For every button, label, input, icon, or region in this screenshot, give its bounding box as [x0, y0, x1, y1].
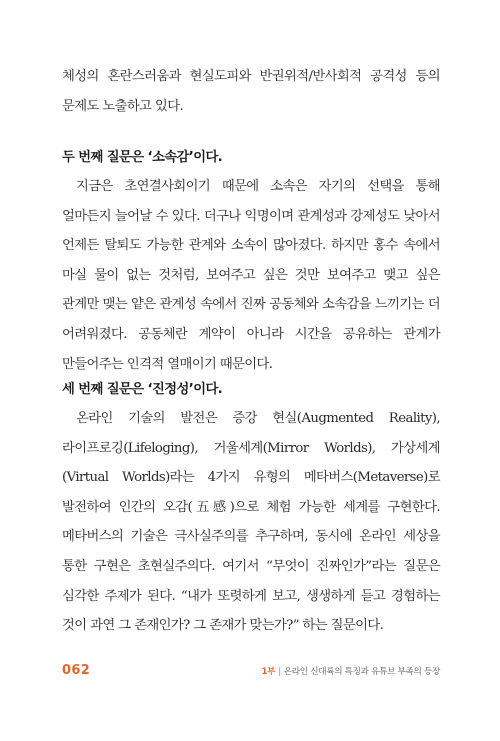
section-heading-authenticity: 세 번째 질문은 ‘진정성’이다. — [62, 382, 223, 397]
body-paragraph-1: 체성의 혼란스러움과 현실도피와 반권위적/반사회적 공격성 등의 문제도 노출하고 있다. — [62, 69, 440, 114]
running-footer — [262, 665, 441, 677]
body-paragraph-3: 온라인 기술의 발전은 증강 현실(Augmented Reality), 라이프로깅(Lifeloging), 거울세계(Mirror Worlds), 가상세계(Virtual Worlds)라는 4가지 유형의 메타버스(Metaverse)로 발전하여 인간의 오감(五感)으로 체험 가능한 세계를 구현한다. 메타버스의 기술은 극사실주의를 추구하며, 동시에 온라인 세상을 통한 구현은 초현실주의다. 여기서 “무엇이 진짜인가”라는 질문은 심각한 주제가 된다. “내가 또렷하게 보고, 생생하게 듣고 경험하는 것이 과연 그 존재인가? 그 존재가 맞는가?” 하는 질문이다. — [62, 411, 440, 634]
page-number: 062 — [62, 663, 91, 678]
chapter-title: 온라인 신대륙의 특징과 유튜브 부족의 등장 — [283, 667, 440, 677]
section-heading-belonging: 두 번째 질문은 ‘소속감’이다. — [62, 150, 223, 165]
body-paragraph-2: 지금은 초연결사회이기 때문에 소속은 자기의 선택을 통해 얼마든지 늘어날 수 있다. 더구나 익명이며 관계성과 강제성도 낮아서 언제든 탈퇴도 가능한 관계와 소속이 많아졌다. 하지만 홍수 속에서 마실 물이 없는 것처럼, 보여주고 싶은 것만 보여주고 맺고 싶은 관계만 맺는 얕은 관계성 속에서 진짜 공동체와 소속감을 느끼기는 더 어려워졌다. 공동체란 계약이 아니라 시간을 공유하는 관계가 만들어주는 인격적 열매이기 때문이다. — [62, 179, 440, 372]
footer-separator: | — [278, 667, 281, 677]
part-label: 1부 — [261, 667, 276, 677]
